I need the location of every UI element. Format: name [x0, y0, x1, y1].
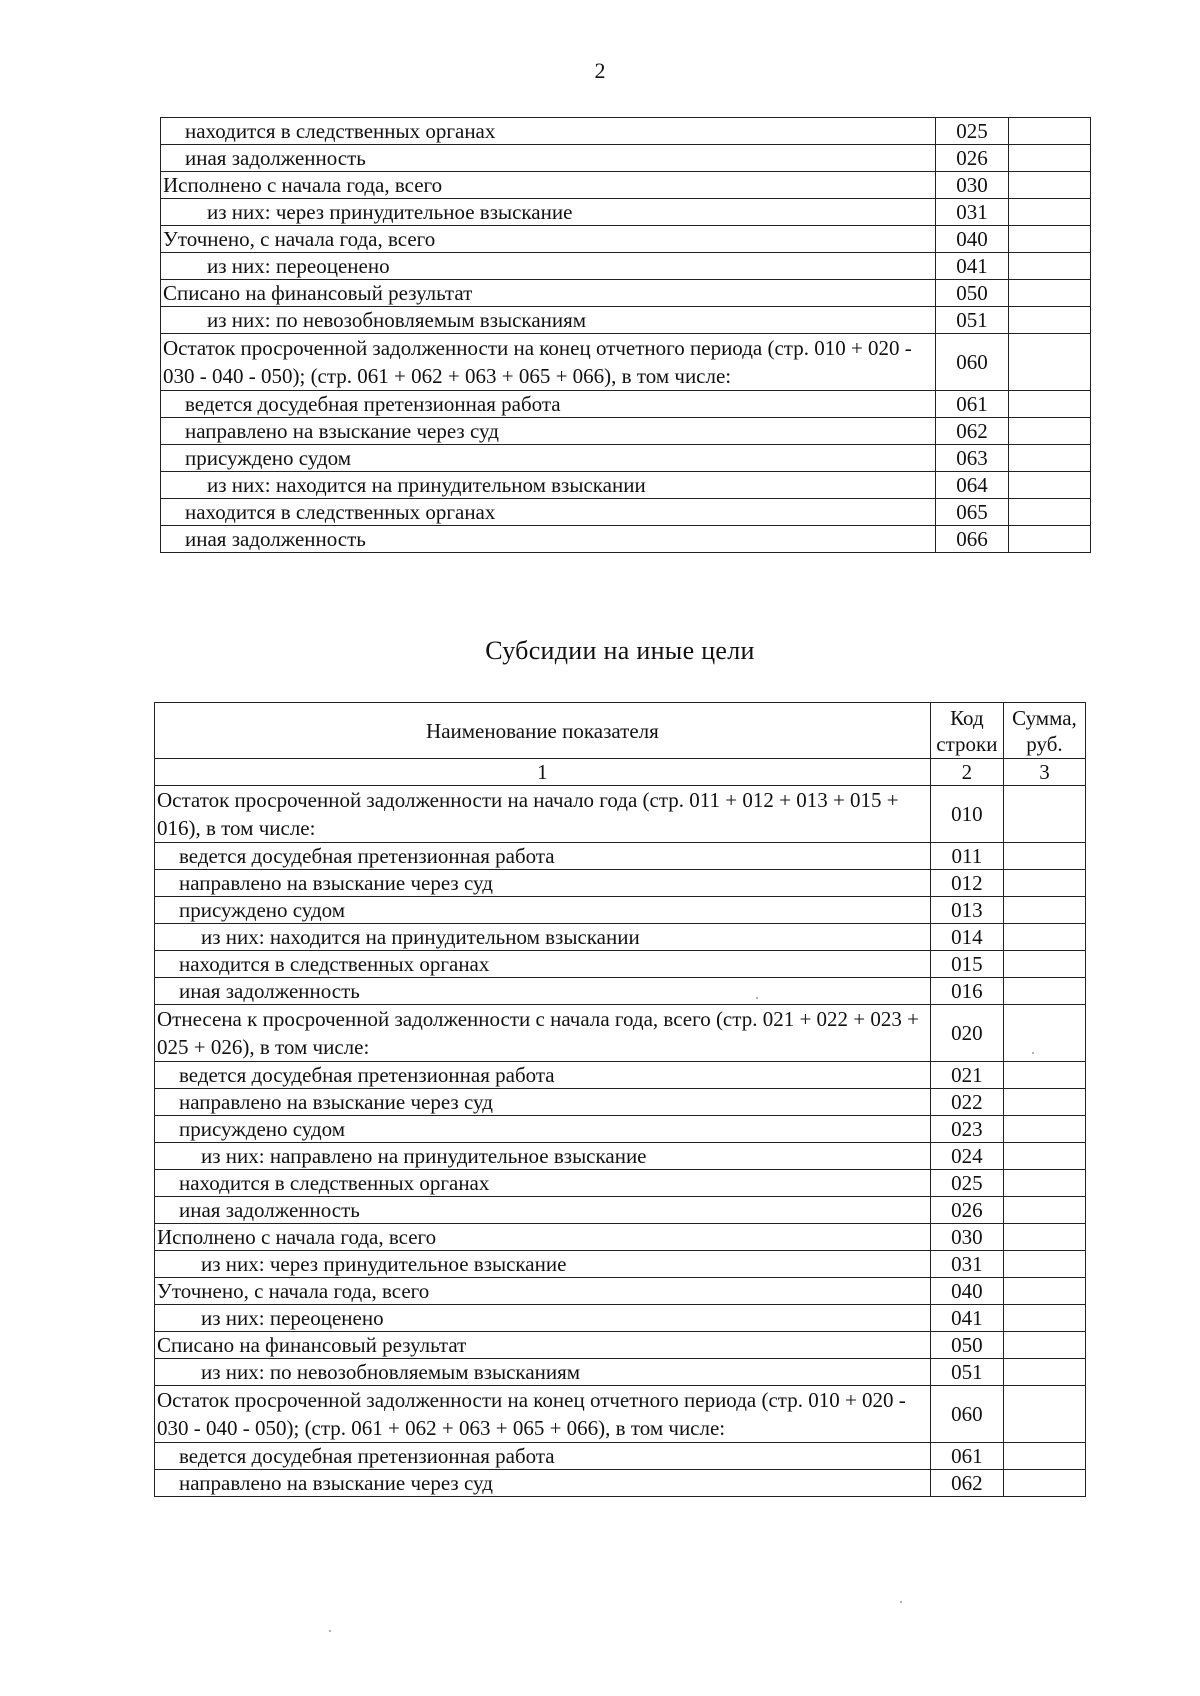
row-amount-cell[interactable] — [1003, 1278, 1085, 1305]
row-line-code: 041 — [930, 1305, 1003, 1332]
row-amount-cell[interactable] — [1003, 978, 1085, 1005]
scan-speck — [1032, 1052, 1034, 1054]
row-indicator-name: находится в следственных органах — [161, 118, 936, 145]
row-line-code: 011 — [930, 843, 1003, 870]
table-row — [155, 1332, 1086, 1359]
page-number: 2 — [594, 58, 606, 83]
row-indicator-name: направлено на взыскание через суд — [155, 870, 931, 897]
row-indicator-name: ведется досудебная претензионная работа — [155, 1062, 931, 1089]
table-row — [155, 1224, 1086, 1251]
table-row — [161, 334, 1091, 391]
row-amount-cell[interactable] — [1003, 897, 1085, 924]
table-row — [155, 1062, 1086, 1089]
row-amount-cell[interactable] — [1003, 1305, 1085, 1332]
row-indicator-name: из них: по невозобновляемым взысканиям — [161, 307, 936, 334]
row-indicator-name: Отнесена к просроченной задолженности с начала года, всего (стр. 021 + 022 + 023 + 025 + 026), в том числе: — [155, 1005, 931, 1062]
row-line-code: 020 — [930, 1005, 1003, 1062]
row-amount-cell[interactable] — [1003, 870, 1085, 897]
scan-speck — [900, 1601, 902, 1603]
section-title: Субсидии на иные цели — [485, 636, 755, 665]
row-line-code: 062 — [936, 418, 1009, 445]
table-row — [155, 924, 1086, 951]
row-line-code: 010 — [930, 786, 1003, 843]
table-row — [155, 1251, 1086, 1278]
row-indicator-name: из них: через принудительное взыскание — [155, 1251, 931, 1278]
row-line-code: 026 — [930, 1197, 1003, 1224]
row-indicator-name: Остаток просроченной задолженности на конец отчетного периода (стр. 010 + 020 - 030 - 040 - 050); (стр. 061 + 062 + 063 + 065 + 066), в том числе: — [155, 1386, 931, 1443]
row-indicator-name: Исполнено с начала года, всего — [155, 1224, 931, 1251]
table-row — [155, 786, 1086, 843]
header-line-code: Код строки — [930, 703, 1003, 759]
table-row — [161, 445, 1091, 472]
row-indicator-name: Списано на финансовый результат — [161, 280, 936, 307]
row-amount-cell[interactable] — [1003, 1443, 1085, 1470]
row-indicator-name: присуждено судом — [155, 1116, 931, 1143]
row-line-code: 041 — [936, 253, 1009, 280]
row-amount-cell[interactable] — [1009, 199, 1091, 226]
row-indicator-name: Уточнено, с начала года, всего — [155, 1278, 931, 1305]
table-row — [161, 172, 1091, 199]
row-indicator-name: из них: переоценено — [155, 1305, 931, 1332]
row-amount-cell[interactable] — [1009, 472, 1091, 499]
row-amount-cell[interactable] — [1009, 172, 1091, 199]
table-row — [155, 1470, 1086, 1497]
table-row — [155, 870, 1086, 897]
row-indicator-name: из них: направлено на принудительное взыскание — [155, 1143, 931, 1170]
row-line-code: 022 — [930, 1089, 1003, 1116]
table-row — [161, 499, 1091, 526]
row-indicator-name: Уточнено, с начала года, всего — [161, 226, 936, 253]
row-line-code: 050 — [936, 280, 1009, 307]
row-amount-cell[interactable] — [1009, 391, 1091, 418]
row-line-code: 065 — [936, 499, 1009, 526]
header-column-number: 2 — [930, 759, 1003, 786]
row-line-code: 040 — [930, 1278, 1003, 1305]
table-row — [161, 226, 1091, 253]
row-indicator-name: иная задолженность — [161, 526, 936, 553]
table-row — [155, 951, 1086, 978]
table-row — [155, 1443, 1086, 1470]
row-indicator-name: Остаток просроченной задолженности на начало года (стр. 011 + 012 + 013 + 015 + 016), в том числе: — [155, 786, 931, 843]
header-amount: Сумма, руб. — [1003, 703, 1085, 759]
row-indicator-name: из них: находится на принудительном взыскании — [161, 472, 936, 499]
row-amount-cell[interactable] — [1003, 843, 1085, 870]
row-indicator-name: находится в следственных органах — [155, 1170, 931, 1197]
row-line-code: 026 — [936, 145, 1009, 172]
table-row — [155, 1170, 1086, 1197]
scan-speck — [756, 997, 758, 999]
report-table-continued — [160, 117, 1091, 553]
row-indicator-name: ведется досудебная претензионная работа — [155, 1443, 931, 1470]
row-indicator-name: иная задолженность — [155, 978, 931, 1005]
row-line-code: 064 — [936, 472, 1009, 499]
row-line-code: 030 — [930, 1224, 1003, 1251]
row-amount-cell[interactable] — [1009, 280, 1091, 307]
row-amount-cell[interactable] — [1003, 1062, 1085, 1089]
table-row — [155, 1089, 1086, 1116]
table-row — [155, 1386, 1086, 1443]
row-indicator-name: из них: находится на принудительном взыскании — [155, 924, 931, 951]
row-amount-cell[interactable] — [1003, 924, 1085, 951]
row-indicator-name: Исполнено с начала года, всего — [161, 172, 936, 199]
table-row — [161, 307, 1091, 334]
table-row — [155, 1143, 1086, 1170]
row-indicator-name: находится в следственных органах — [155, 951, 931, 978]
table-row — [161, 199, 1091, 226]
row-indicator-name: Остаток просроченной задолженности на конец отчетного периода (стр. 010 + 020 - 030 - 040 - 050); (стр. 061 + 062 + 063 + 065 + 066), в том числе: — [161, 334, 936, 391]
row-line-code: 031 — [930, 1251, 1003, 1278]
table-row — [155, 843, 1086, 870]
table-row — [161, 118, 1091, 145]
table-row — [155, 1305, 1086, 1332]
table-row — [155, 1359, 1086, 1386]
row-amount-cell[interactable] — [1003, 1197, 1085, 1224]
row-amount-cell[interactable] — [1003, 1332, 1085, 1359]
row-line-code: 024 — [930, 1143, 1003, 1170]
row-line-code: 063 — [936, 445, 1009, 472]
row-indicator-name: иная задолженность — [161, 145, 936, 172]
scan-speck — [329, 1630, 331, 1632]
row-amount-cell[interactable] — [1003, 951, 1085, 978]
row-indicator-name: присуждено судом — [155, 897, 931, 924]
row-amount-cell[interactable] — [1003, 1224, 1085, 1251]
row-indicator-name: Списано на финансовый результат — [155, 1332, 931, 1359]
row-line-code: 015 — [930, 951, 1003, 978]
table-row — [155, 897, 1086, 924]
row-line-code: 016 — [930, 978, 1003, 1005]
row-amount-cell[interactable] — [1009, 445, 1091, 472]
table-row — [155, 1278, 1086, 1305]
table-row — [161, 472, 1091, 499]
row-line-code: 062 — [930, 1470, 1003, 1497]
row-line-code: 061 — [930, 1443, 1003, 1470]
row-indicator-name: присуждено судом — [161, 445, 936, 472]
row-indicator-name: из них: по невозобновляемым взысканиям — [155, 1359, 931, 1386]
row-amount-cell[interactable] — [1003, 1251, 1085, 1278]
row-line-code: 060 — [930, 1386, 1003, 1443]
row-amount-cell[interactable] — [1009, 118, 1091, 145]
row-amount-cell[interactable] — [1003, 1359, 1085, 1386]
row-line-code: 060 — [936, 334, 1009, 391]
table-row — [155, 1116, 1086, 1143]
row-indicator-name: ведется досудебная претензионная работа — [155, 843, 931, 870]
row-amount-cell[interactable] — [1009, 499, 1091, 526]
row-indicator-name: из них: переоценено — [161, 253, 936, 280]
row-amount-cell[interactable] — [1003, 1470, 1085, 1497]
row-amount-cell[interactable] — [1009, 307, 1091, 334]
row-line-code: 030 — [936, 172, 1009, 199]
row-line-code: 061 — [936, 391, 1009, 418]
row-line-code: 066 — [936, 526, 1009, 553]
table-body — [155, 786, 1086, 1497]
row-line-code: 025 — [936, 118, 1009, 145]
row-amount-cell[interactable] — [1009, 418, 1091, 445]
table-body — [161, 118, 1091, 553]
row-indicator-name: из них: через принудительное взыскание — [161, 199, 936, 226]
row-line-code: 025 — [930, 1170, 1003, 1197]
row-line-code: 014 — [930, 924, 1003, 951]
header-column-number: 3 — [1003, 759, 1085, 786]
row-line-code: 040 — [936, 226, 1009, 253]
row-amount-cell[interactable] — [1009, 226, 1091, 253]
row-amount-cell[interactable] — [1003, 1089, 1085, 1116]
row-amount-cell[interactable] — [1009, 253, 1091, 280]
header-column-number: 1 — [155, 759, 931, 786]
table-row — [161, 418, 1091, 445]
row-indicator-name: направлено на взыскание через суд — [161, 418, 936, 445]
row-amount-cell[interactable] — [1003, 1170, 1085, 1197]
row-line-code: 012 — [930, 870, 1003, 897]
table-row — [155, 1005, 1086, 1062]
row-indicator-name: находится в следственных органах — [161, 499, 936, 526]
table-row — [155, 978, 1086, 1005]
table-row — [161, 253, 1091, 280]
row-amount-cell[interactable] — [1003, 1386, 1085, 1443]
row-line-code: 050 — [930, 1332, 1003, 1359]
row-indicator-name: ведется досудебная претензионная работа — [161, 391, 936, 418]
header-indicator-name: Наименование показателя — [155, 703, 931, 759]
row-indicator-name: направлено на взыскание через суд — [155, 1470, 931, 1497]
row-amount-cell[interactable] — [1009, 145, 1091, 172]
row-amount-cell[interactable] — [1009, 334, 1091, 391]
row-line-code: 051 — [936, 307, 1009, 334]
table-row — [161, 280, 1091, 307]
row-line-code: 051 — [930, 1359, 1003, 1386]
row-line-code: 013 — [930, 897, 1003, 924]
row-amount-cell[interactable] — [1003, 1143, 1085, 1170]
table-row — [155, 1197, 1086, 1224]
table-row — [161, 145, 1091, 172]
row-amount-cell[interactable] — [1003, 1116, 1085, 1143]
row-indicator-name: иная задолженность — [155, 1197, 931, 1224]
row-line-code: 031 — [936, 199, 1009, 226]
table-row — [161, 526, 1091, 553]
table-row — [161, 391, 1091, 418]
row-indicator-name: направлено на взыскание через суд — [155, 1089, 931, 1116]
row-line-code: 023 — [930, 1116, 1003, 1143]
row-amount-cell[interactable] — [1003, 1005, 1085, 1062]
row-amount-cell[interactable] — [1009, 526, 1091, 553]
subsidies-other-purposes-table — [154, 702, 1086, 1497]
table-header — [155, 703, 1086, 786]
row-line-code: 021 — [930, 1062, 1003, 1089]
row-amount-cell[interactable] — [1003, 786, 1085, 843]
